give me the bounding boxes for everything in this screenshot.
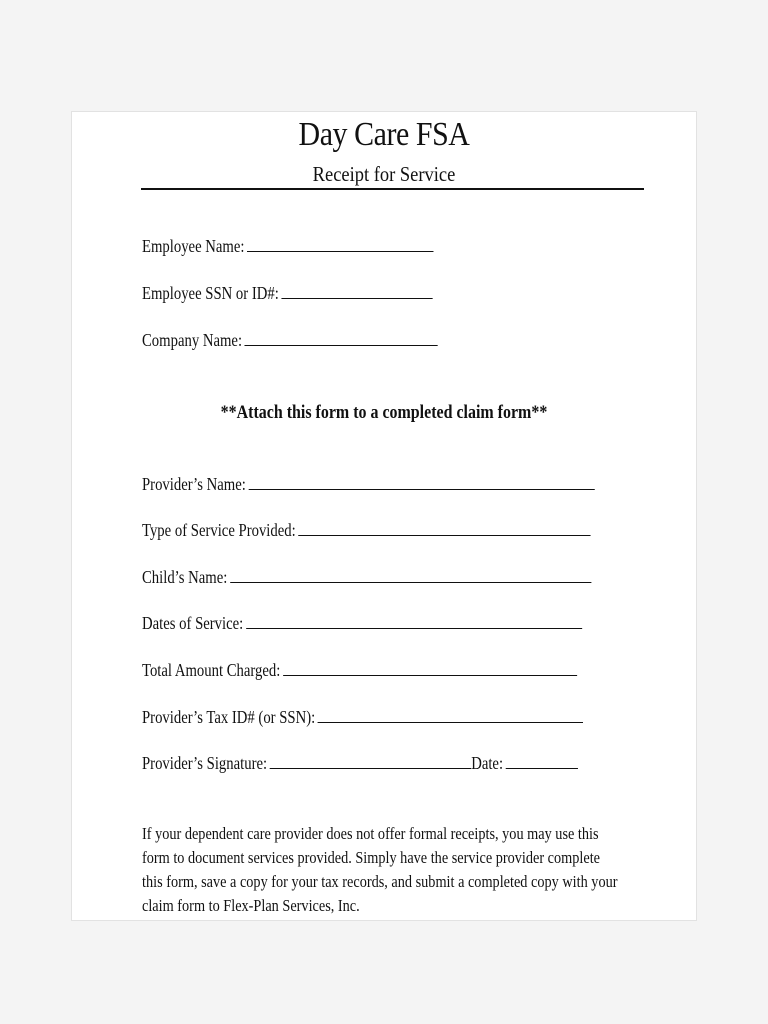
tax-id-label: Provider’s Tax ID# (or SSN): (142, 707, 316, 727)
employee-name-row (142, 236, 433, 257)
instructions-line-1: If your dependent care provider does not offer formal receipts, you may use this (142, 824, 599, 843)
provider-name-label: Provider’s Name: (142, 474, 246, 494)
total-amount-label: Total Amount Charged: (142, 660, 281, 680)
child-name-row (142, 567, 591, 588)
provider-name-row (142, 474, 594, 495)
title-rule (141, 188, 644, 190)
total-amount-field[interactable] (283, 661, 577, 676)
form-title: Day Care FSA (298, 116, 470, 153)
company-name-label: Company Name: (142, 330, 243, 350)
form-subtitle: Receipt for Service (312, 162, 456, 186)
dates-of-service-label: Dates of Service: (142, 613, 244, 633)
employee-ssn-row (142, 283, 433, 304)
service-type-field[interactable] (298, 521, 590, 536)
employee-ssn-field[interactable] (281, 284, 432, 299)
company-name-field[interactable] (245, 331, 438, 346)
dates-of-service-row (142, 613, 582, 634)
form-page (71, 111, 697, 921)
attach-notice: **Attach this form to a completed claim form** (220, 402, 548, 423)
service-type-label: Type of Service Provided: (142, 520, 296, 540)
signature-row (142, 753, 578, 774)
signature-field[interactable] (270, 754, 472, 769)
employee-name-field[interactable] (247, 237, 433, 252)
date-field[interactable] (506, 754, 578, 769)
dates-of-service-field[interactable] (246, 614, 582, 629)
signature-label: Provider’s Signature: (142, 753, 268, 773)
total-amount-row (142, 660, 577, 681)
tax-id-field[interactable] (318, 708, 583, 723)
employee-name-label: Employee Name: (142, 236, 245, 256)
instructions-line-2: form to document services provided. Simply have the service provider complete (142, 848, 601, 867)
date-label: Date: (471, 753, 504, 773)
instructions-line-4: claim form to Flex-Plan Services, Inc. (142, 896, 360, 915)
child-name-field[interactable] (230, 568, 591, 583)
instructions-line-3: this form, save a copy for your tax records, and submit a completed copy with your (142, 872, 618, 891)
instructions-paragraph (142, 822, 646, 918)
child-name-label: Child’s Name: (142, 567, 228, 587)
employee-ssn-label: Employee SSN or ID#: (142, 283, 279, 303)
company-name-row (142, 330, 438, 351)
tax-id-row (142, 707, 583, 728)
provider-name-field[interactable] (248, 475, 594, 490)
service-type-row (142, 520, 591, 541)
